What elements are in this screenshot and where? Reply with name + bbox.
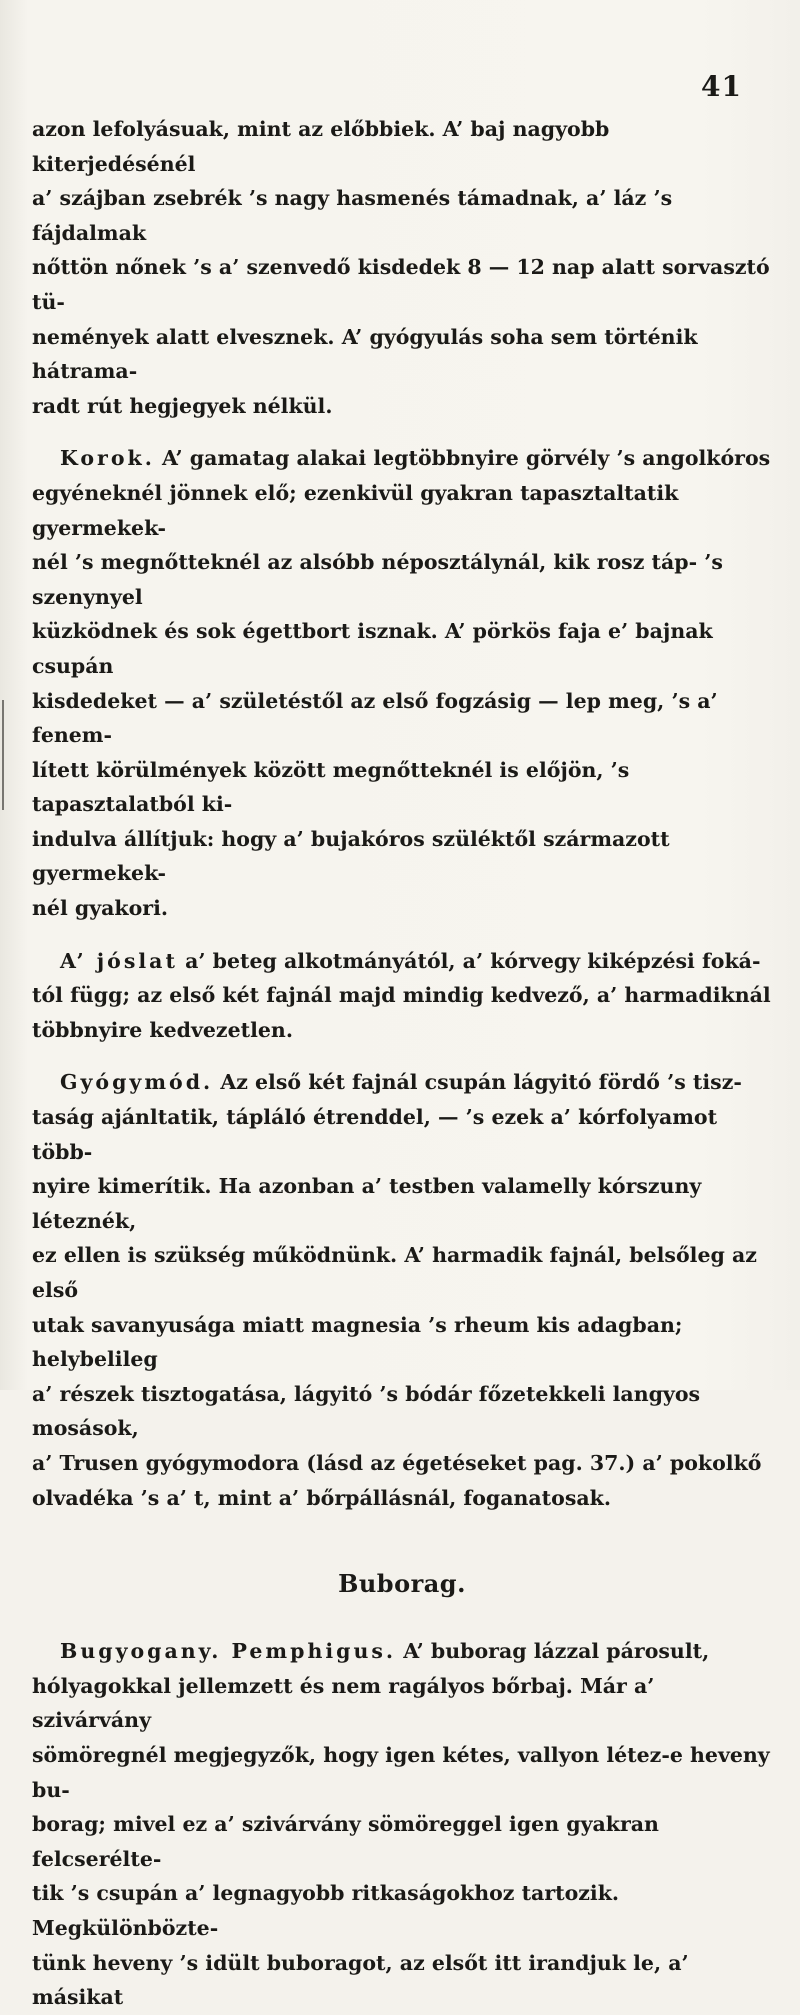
line: nemények alatt elvesznek. A’ gyógyulás soha sem történik hátrama- <box>32 324 698 384</box>
line: taság ajánltatik, tápláló étrenddel, — ’s ezek a’ kórfolyamot több- <box>32 1105 718 1164</box>
line: lített körülmények között megnőtteknél is előjön, ’s tapasztalatból ki- <box>32 757 630 817</box>
line: nél gyakori. <box>32 896 169 921</box>
line: ez ellen is szükség működnünk. A’ harmadik fajnál, belsőleg az első <box>32 1243 757 1302</box>
line: tünk heveny ’s idült buboragot, az elsőt itt irandjuk le, a’ másikat <box>32 1950 689 2010</box>
line: A’ buborag lázzal párosult, <box>403 1639 710 1664</box>
line: nőttön nőnek ’s a’ szenvedő kisdedek 8 — 12 nap alatt sorvasztó tü- <box>32 255 770 314</box>
line: borag; mivel ez a’ szivárvány sömöreggel igen gyakran felcserélte- <box>32 1812 659 1871</box>
margin-rule <box>2 700 4 810</box>
paragraph-lead: A’ jóslat <box>60 948 178 973</box>
line: kisdedeket — a’ születéstől az első fogzásig — lep meg, ’s a’ fenem- <box>32 688 718 748</box>
paragraph-lead: Gyógymód. <box>60 1070 214 1095</box>
line: sömöregnél megjegyzők, hogy igen kétes, vallyon létez-e heveny bu- <box>32 1742 770 1802</box>
paragraph-joslat <box>32 944 772 1048</box>
paragraph-gyogymod <box>32 1065 772 1515</box>
line: indulva állítjuk: hogy a’ bujakóros szüléktől származott gyermekek- <box>32 826 670 886</box>
paragraph-korok <box>32 441 772 925</box>
line: utak savanyusága miatt magnesia ’s rheum kis adagban; helybelileg <box>32 1312 683 1372</box>
page-content <box>32 112 772 2015</box>
page-number: 41 <box>701 70 742 103</box>
line: a’ részek tisztogatása, lágyitó ’s bódár főzetekkeli langyos mosások, <box>32 1381 701 1441</box>
line: Az első két fajnál csupán lágyitó fördő ’s tisz- <box>220 1070 742 1095</box>
line: tik ’s csupán a’ legnagyobb ritkaságokhoz tartozik. Megkülönbözte- <box>32 1881 620 1940</box>
line: tól függ; az első két fajnál majd mindig kedvező, a’ harmadiknál <box>32 983 771 1008</box>
section-title: Buborag. <box>338 1569 466 1599</box>
paragraph-lead: Korok. <box>60 446 155 471</box>
line: küzködnek és sok égettbort isznak. A’ pörkös faja e’ bajnak csupán <box>32 619 713 678</box>
line: a’ beteg alkotmányától, a’ kórvegy kiképzési foká- <box>185 948 761 973</box>
line: a’ Trusen gyógymodora (lásd az égetéseket pag. 37.) a’ pokolkő <box>32 1450 762 1475</box>
line: azon lefolyásuak, mint az előbbiek. A’ baj nagyobb kiterjedésénél <box>32 117 610 176</box>
paragraph-bugyogany <box>32 1634 772 2015</box>
line: A’ gamatag alakai legtöbbnyire görvély ’s angolkóros <box>162 446 771 471</box>
line: nyire kimerítik. Ha azonban a’ testben valamelly kórszuny léteznék, <box>32 1174 702 1233</box>
line: a’ szájban zsebrék ’s nagy hasmenés támadnak, a’ láz ’s fájdalmak <box>32 186 673 245</box>
paragraph-lead: Bugyogany. Pemphigus. <box>60 1639 397 1664</box>
paragraph-continuation <box>32 112 772 423</box>
line: radt rút hegjegyek nélkül. <box>32 393 333 418</box>
line: hólyagokkal jellemzett és nem ragályos bőrbaj. Már a’ szivárvány <box>32 1673 655 1733</box>
line: többnyire kedvezetlen. <box>32 1017 293 1042</box>
line: nél ’s megnőtteknél az alsóbb néposztálynál, kik rosz táp- ’s szenynyel <box>32 550 723 609</box>
line: egyéneknél jönnek elő; ezenkivül gyakran tapasztaltatik gyermekek- <box>32 480 679 540</box>
line: olvadéka ’s a’ t, mint a’ bőrpállásnál, foganatosak. <box>32 1485 611 1510</box>
